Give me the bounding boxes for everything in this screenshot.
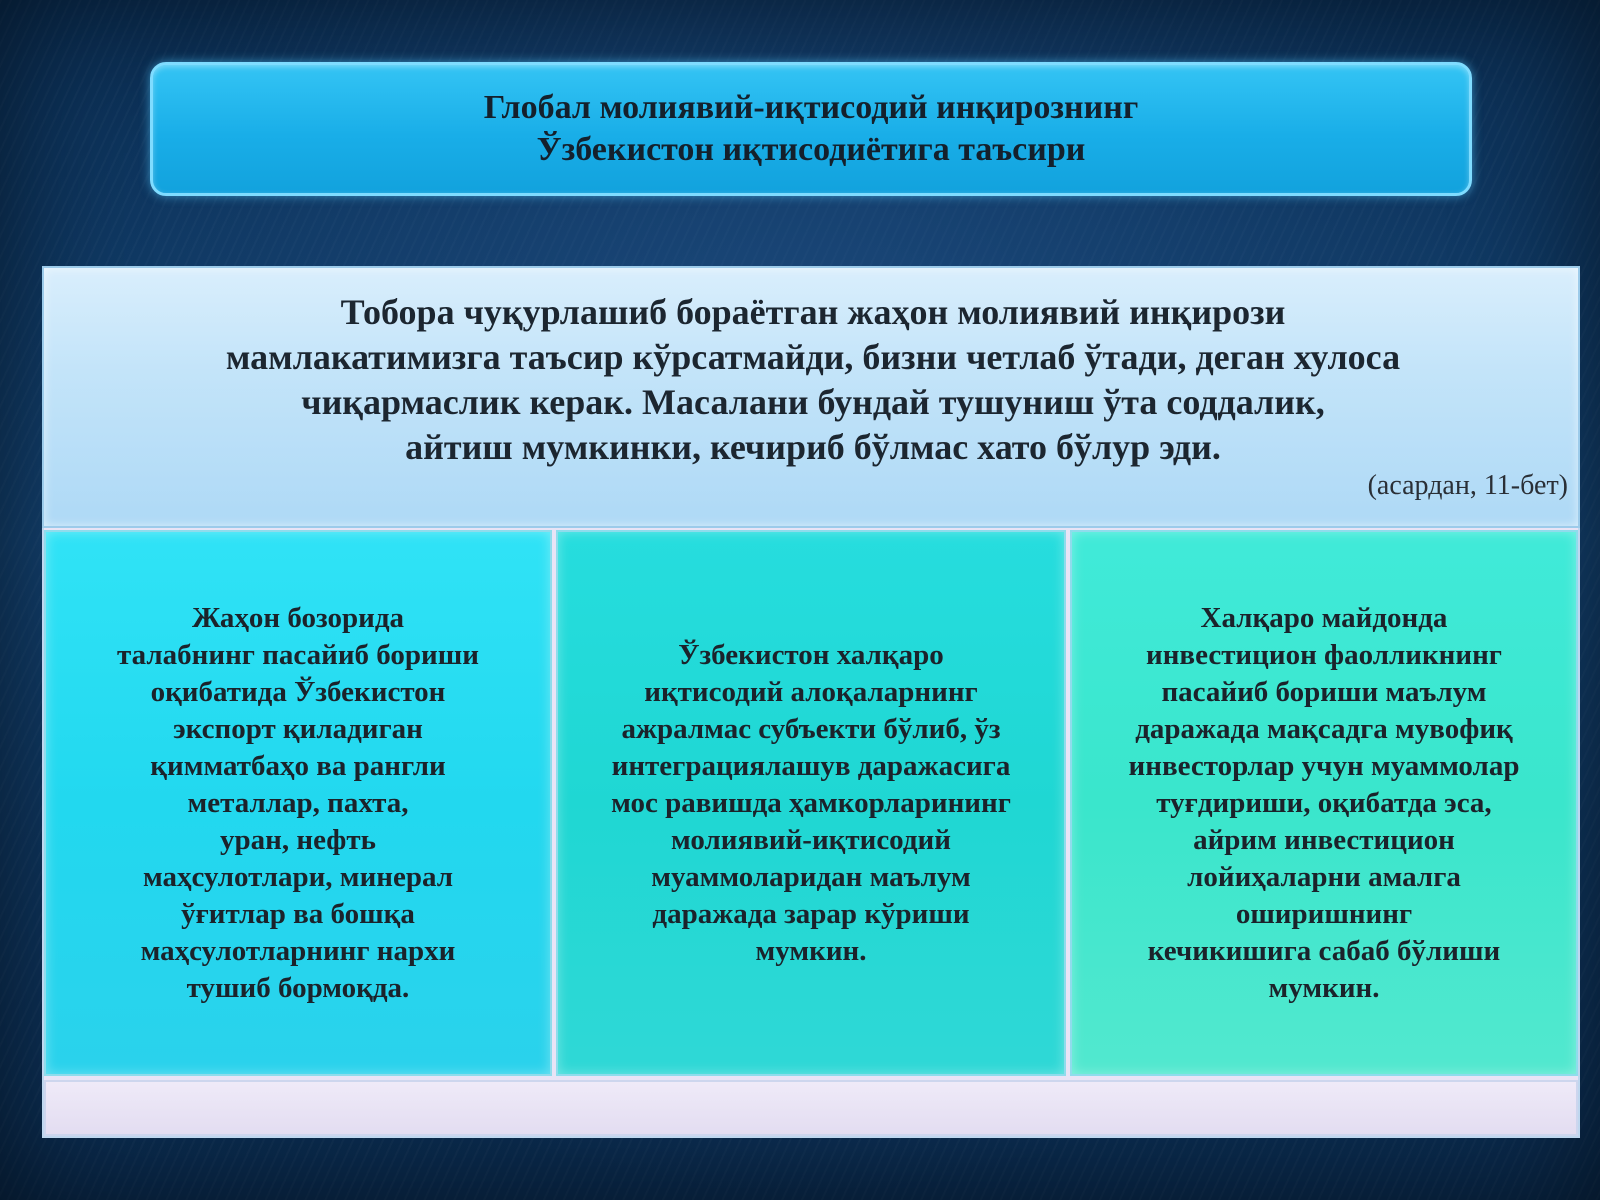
column-international-relations xyxy=(556,530,1066,1076)
column-2-text: Ўзбекистон халқаро иқтисодий алоқаларнинг ажралмас субъекти бўлиб, ўз интеграциялашув даражасига мос равишда ҳамкорларининг молиявий-иқтисодий муаммоларидан маълум даражада зарар кўриши мумкин. xyxy=(611,638,1011,967)
column-1-text: Жаҳон бозорида талабнинг пасайиб бориши oқибатида Ўзбекистон экспорт қиладиган қимматбаҳо ва рангли металлар, пахта, уран, нефть маҳсулотлари, минерал ўғитлар ва бошқа маҳсулотларнинг нархи тушиб бормоқда. xyxy=(117,601,479,1004)
slide-title: Глобал молиявий-иқтисодий инқирознинг Ўзбекистон иқтисодиётига таъсири xyxy=(483,89,1139,168)
quote-text: Тобора чуқурлашиб бораётган жаҳон молиявий инқирози мамлакатимизга таъсир кўрсатмайди, бизни четлаб ўтади, деган хулоса чиқармаслик керак. Масалани бундай тушуниш ўта соддалик, айтиш мумкинки, кечириб бўлмас хато бўлур эди. xyxy=(225,292,1401,467)
quote-source: (асардан, 11-бет) xyxy=(1367,470,1568,501)
quote-box xyxy=(42,266,1580,528)
column-3-text: Халқаро майдонда инвестицион фаолликнинг пасайиб бориши маълум даражада мақсадга мувофиқ инвесторлар учун муаммолар туғдириши, оқибатда эса, айрим инвестицион лойиҳаларни амалга оширишнинг кечикишига сабаб бўлиши мумкин. xyxy=(1128,601,1520,1004)
column-investment-activity xyxy=(1070,530,1578,1076)
bottom-strip xyxy=(44,1080,1578,1136)
column-export-prices xyxy=(44,530,552,1076)
title-box xyxy=(150,62,1472,196)
